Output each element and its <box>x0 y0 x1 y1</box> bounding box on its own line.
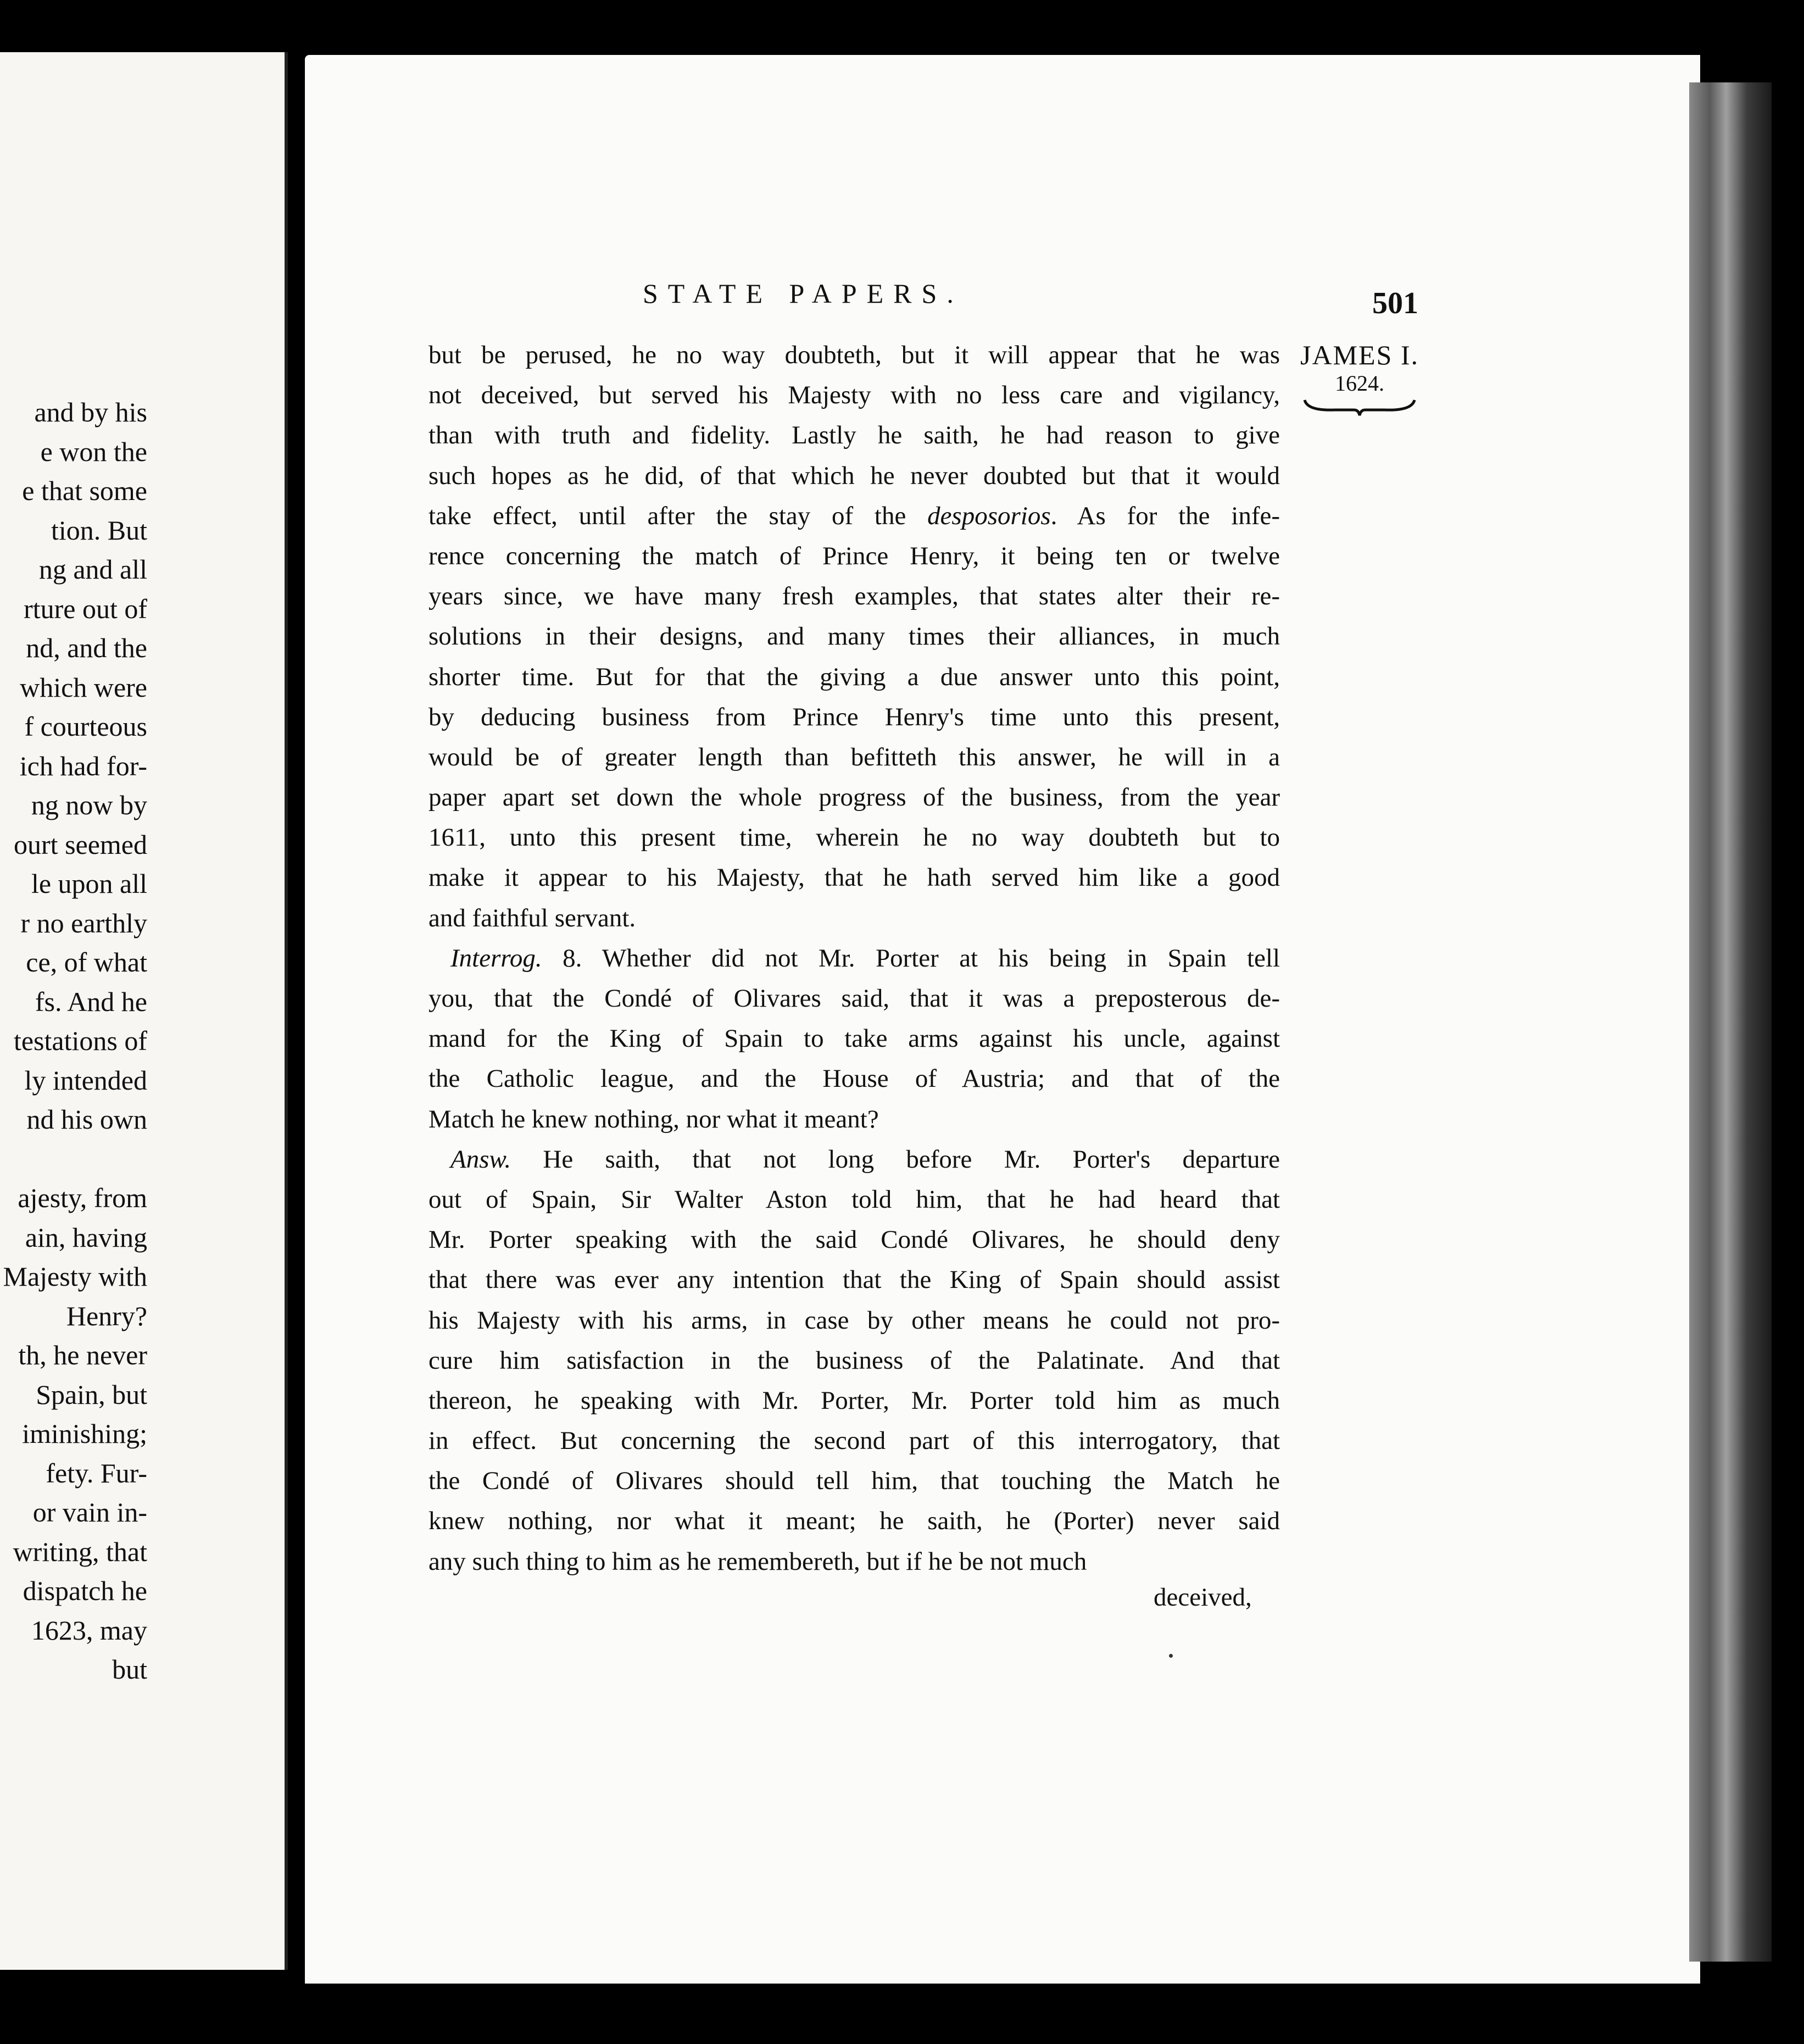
margin-note-reign: JAMES I. <box>1300 340 1419 370</box>
answer-paragraph <box>428 1140 1280 1582</box>
text-line: paper apart set down the whole progress of the business, from the year <box>428 783 1280 812</box>
text-line: not deceived, but served his Majesty with no less care and vigilancy, <box>428 381 1280 410</box>
left-page-line: testations of <box>13 1025 147 1056</box>
text-line-content: 8. Whether did not Mr. Porter at his being in Spain tell <box>542 943 1280 973</box>
text-line: you, that the Condé of Olivares said, that it was a preposterous de- <box>428 984 1280 1013</box>
left-page-line: ng and all <box>38 554 147 585</box>
left-page-line: Henry? <box>66 1300 147 1331</box>
text-line-content: He saith, that not long before Mr. Porter's departure <box>511 1145 1280 1174</box>
page-number: 501 <box>1372 286 1418 320</box>
printer-mark <box>1169 1654 1173 1658</box>
text-line: the Condé of Olivares should tell him, that touching the Match he <box>428 1467 1280 1496</box>
left-page-line: Majesty with <box>3 1261 147 1292</box>
text-line: rence concerning the match of Prince Henry, it being ten or twelve <box>428 541 1280 570</box>
left-page-line: nd his own <box>26 1104 147 1135</box>
left-page-line: ly intended <box>24 1064 147 1096</box>
left-page-line: or vain in- <box>32 1497 147 1528</box>
text-line: thereon, he speaking with Mr. Porter, Mr. Porter told him as much <box>428 1386 1280 1415</box>
left-page-line: th, he never <box>18 1340 147 1370</box>
left-page-line: which were <box>20 671 147 703</box>
text-line <box>428 1140 1280 1180</box>
text-line: in effect. But concerning the second part of this interrogatory, that <box>428 1426 1280 1456</box>
text-line: by deducing business from Prince Henry's time unto this present, <box>428 702 1280 731</box>
left-page-line: ich had for- <box>19 750 147 781</box>
body-paragraph-1 <box>428 335 1280 938</box>
text-line: than with truth and fidelity. Lastly he saith, he had reason to give <box>428 421 1280 450</box>
text-line: would be of greater length than befitteth this answer, he will in a <box>428 742 1280 771</box>
text-line: the Catholic league, and the House of Austria; and that of the <box>428 1064 1280 1093</box>
catchword: deceived, <box>1154 1583 1252 1612</box>
paragraph-label: Interrog. <box>450 943 542 973</box>
text-line: 1611, unto this present time, wherein he no way doubteth but to <box>428 823 1280 852</box>
text-line: but be perused, he no way doubteth, but it will appear that he was <box>428 341 1280 369</box>
left-page-line: r no earthly <box>20 907 147 938</box>
margin-note-year: 1624. <box>1335 371 1384 396</box>
text-line: make it appear to his Majesty, that he hath served him like a good <box>428 863 1280 892</box>
left-page-line: ourt seemed <box>14 829 147 860</box>
text-line: take effect, until after the stay of the desposorios. As for the infe- <box>428 501 1280 530</box>
interrogatory-paragraph <box>428 938 1280 1140</box>
page-edge <box>1689 82 1772 1962</box>
left-page-line: rture out of <box>24 593 147 624</box>
text-line: and faithful servant. <box>428 903 636 932</box>
running-head: STATE PAPERS. <box>643 278 964 309</box>
body-text <box>428 335 1280 1582</box>
left-page-line <box>0 1140 147 1179</box>
left-page-line: tion. But <box>51 514 147 546</box>
left-page-line: writing, that <box>13 1536 147 1567</box>
text-line: years since, we have many fresh examples, that states alter their re- <box>428 582 1280 611</box>
left-page-line: and by his <box>34 397 147 427</box>
left-page-line: Spain, but <box>36 1379 147 1410</box>
left-page-line: fs. And he <box>35 986 147 1017</box>
left-page-line: f courteous <box>24 711 147 742</box>
left-page-line: e won the <box>40 436 147 467</box>
left-page-line: e that some <box>22 475 147 506</box>
left-page-line: fety. Fur- <box>46 1457 147 1488</box>
paragraph-label: Answ. <box>450 1145 511 1174</box>
text-line: shorter time. But for that the giving a due answer unto this point, <box>428 662 1280 691</box>
left-page-text <box>0 393 147 1690</box>
left-page-line: 1623, may <box>31 1614 147 1646</box>
left-facing-page <box>0 52 288 1970</box>
text-line: solutions in their designs, and many times their alliances, in much <box>428 622 1280 651</box>
left-page-line: ain, having <box>25 1221 147 1253</box>
text-line: mand for the King of Spain to take arms against his uncle, against <box>428 1024 1280 1053</box>
text-line <box>428 938 1280 979</box>
left-page-line: nd, and the <box>26 632 147 663</box>
left-page-line: iminishing; <box>22 1418 147 1449</box>
text-line: any such thing to him as he remembereth, but if he be not much <box>428 1547 1087 1576</box>
text-line: that there was ever any intention that the King of Spain should assist <box>428 1265 1280 1295</box>
left-page-line: dispatch he <box>23 1575 147 1606</box>
left-page-line: but <box>112 1654 147 1685</box>
left-page-line: ng now by <box>31 790 147 820</box>
text-line: knew nothing, nor what it meant; he saith, he (Porter) never said <box>428 1507 1280 1536</box>
text-line: cure him satisfaction in the business of the Palatinate. And that <box>428 1346 1280 1375</box>
left-page-line: le upon all <box>31 868 147 899</box>
margin-note <box>1294 341 1426 398</box>
brace-ornament <box>1302 396 1417 418</box>
text-line: such hopes as he did, of that which he never doubted but that it would <box>428 461 1280 490</box>
text-line: Match he knew nothing, nor what it meant? <box>428 1104 879 1134</box>
left-page-line: ajesty, from <box>18 1182 147 1213</box>
text-line: out of Spain, Sir Walter Aston told him, that he had heard that <box>428 1185 1280 1214</box>
text-line: his Majesty with his arms, in case by other means he could not pro- <box>428 1306 1280 1335</box>
left-page-line: ce, of what <box>26 947 147 977</box>
text-line: Mr. Porter speaking with the said Condé Olivares, he should deny <box>428 1225 1280 1254</box>
